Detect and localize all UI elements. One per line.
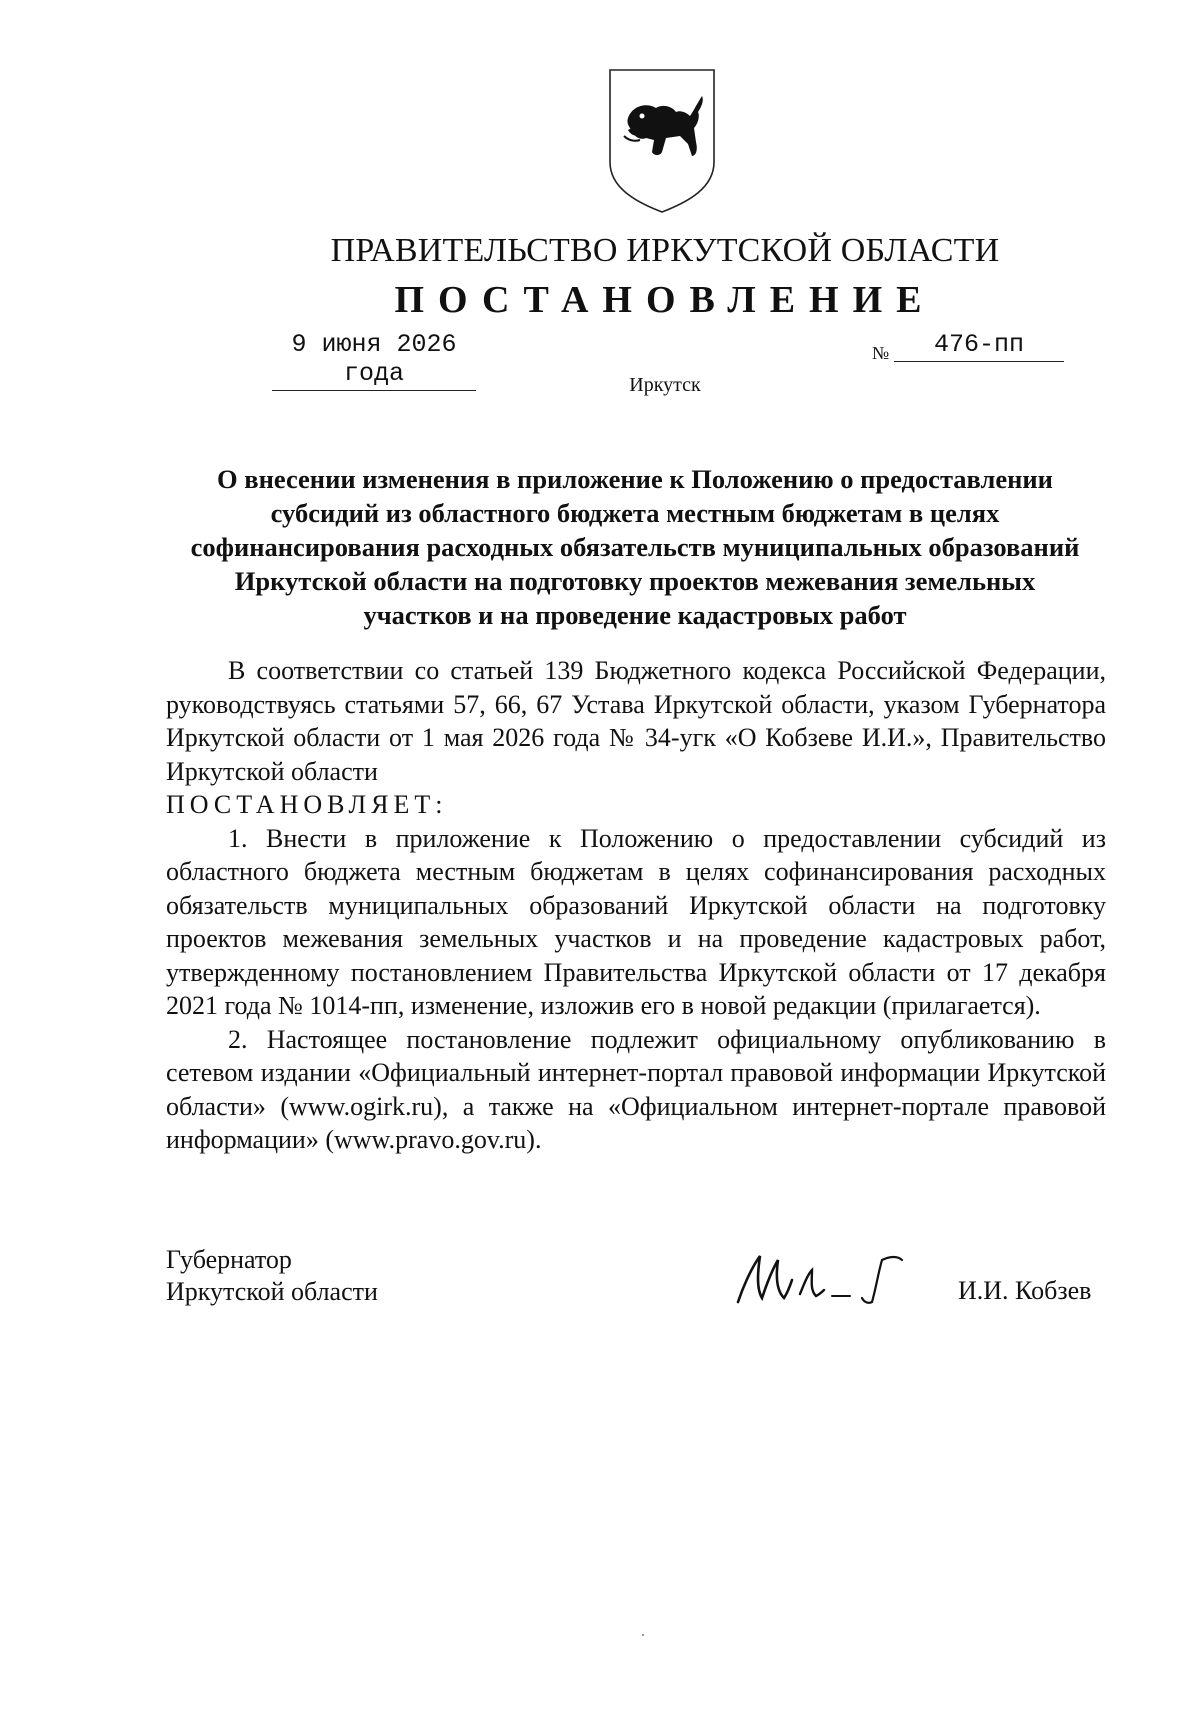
handwritten-signature (732, 1240, 922, 1310)
preamble-paragraph: В соответствии со статьей 139 Бюджетного кодекса Российской Федерации, руководствуясь статьями 57, 66, 67 Устава Иркутской области, указом Губернатора Иркутской области от 1 мая 2026 года № 34-угк «О Кобзеве И.И.», Правительство Иркутской области (166, 656, 1106, 786)
document-number: 476-пп (894, 330, 1064, 362)
decree-word: ПОСТАНОВЛЯЕТ: (166, 790, 448, 819)
scan-speck (642, 1634, 644, 1636)
document-subject: О внесении изменения в приложение к Положению о предоставлении субсидий из областного бюджета местным бюджетам в целях софинансирования расходных обязательств муниципальных образований Иркутской области на подготовку проектов межевания земельных участков и на проведение кадастровых работ (190, 464, 1080, 630)
document-body (166, 654, 1106, 1157)
irkutsk-coat-of-arms-icon (606, 66, 718, 214)
signatory-name: И.И. Кобзев (958, 1276, 1092, 1305)
document-date: 9 июня 2026 года (272, 330, 476, 391)
item-2-paragraph: 2. Настоящее постановление подлежит официальному опубликованию в сетевом издании «Официальный интернет-портал правовой информации Иркутской области» (www.ogirk.ru), а также на «Официальном интернет-портале правовой информации» (www.pravo.gov.ru). (166, 1024, 1106, 1154)
government-name: ПРАВИТЕЛЬСТВО ИРКУТСКОЙ ОБЛАСТИ (330, 232, 1000, 269)
signatory-region: Иркутской области (166, 1277, 378, 1306)
document-type: ПОСТАНОВЛЕНИЕ (394, 279, 936, 321)
city: Иркутск (629, 374, 701, 396)
item-1-paragraph: 1. Внести в приложение к Положению о предоставлении субсидий из областного бюджета местным бюджетам в целях софинансирования расходных обязательств муниципальных образований Иркутской области на подготовку проектов межевания земельных участков и на проведение кадастровых работ, утвержденному постановлением Правительства Иркутской области от 17 декабря 2021 года № 1014-пп, изменение, изложив его в новой редакции (прилагается). (166, 823, 1106, 1020)
signatory-title: Губернатор (166, 1245, 292, 1274)
number-label: № (872, 343, 890, 363)
signatory-position (166, 1244, 378, 1308)
